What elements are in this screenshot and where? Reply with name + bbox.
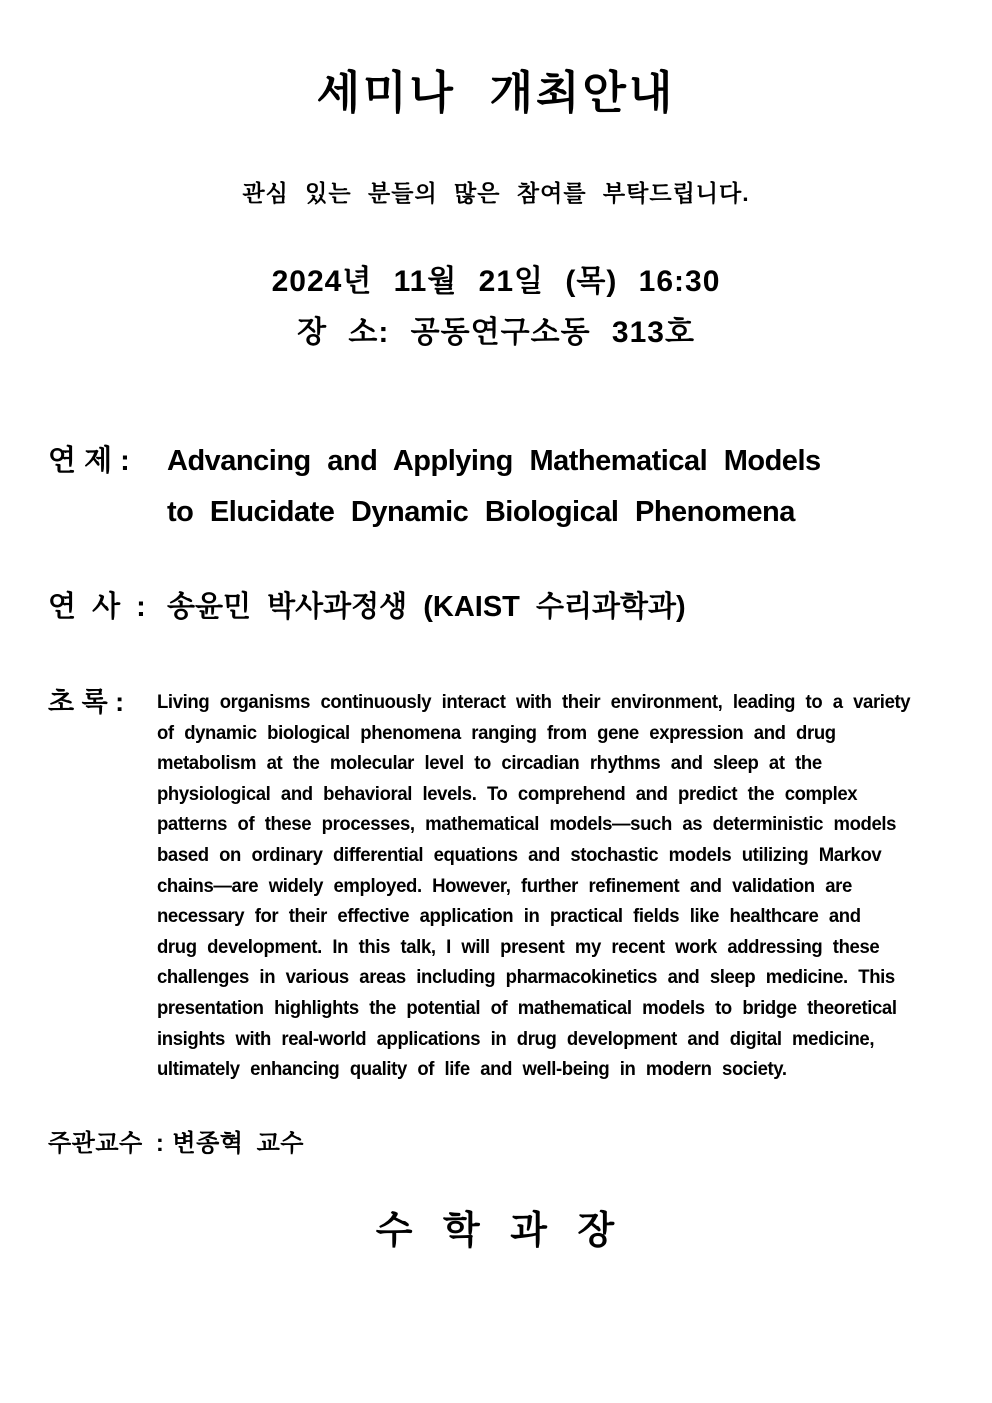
- department-signature: 수 학 과 장: [375, 1209, 617, 1252]
- document-title: 세미나 개최안내: [316, 67, 676, 118]
- speaker-label: 연 사 :: [48, 591, 146, 624]
- abstract-line: insights with real-world applications in drug development and digital medicine,: [157, 1027, 875, 1050]
- abstract-section: [48, 687, 944, 1085]
- seminar-location: 장 소: 공동연구소동 313호: [297, 315, 695, 349]
- abstract-line: chains—are widely employed. However, further refinement and validation are: [157, 874, 852, 897]
- abstract-line: patterns of these processes, mathematical models—such as deterministic models: [157, 813, 897, 836]
- advisor-line: [48, 1130, 944, 1159]
- abstract-line: Living organisms continuously interact with their environment, leading to a variety: [157, 690, 911, 713]
- abstract-line: based on ordinary differential equations and stochastic models utilizing Markov: [157, 843, 882, 866]
- talk-title-row: [48, 444, 944, 479]
- abstract-line: necessary for their effective application in practical fields like healthcare and: [157, 905, 861, 928]
- seminar-datetime: 2024년 11월 21일 (목) 16:30: [271, 264, 721, 298]
- talk-title-text-line1: Advancing and Applying Mathematical Models: [167, 444, 821, 477]
- talk-title-section: [48, 444, 944, 531]
- abstract-line: metabolism at the molecular level to circadian rhythms and sleep at the: [157, 752, 822, 775]
- abstract-line: ultimately enhancing quality of life and well-being in modern society.: [157, 1058, 787, 1081]
- advisor-name: 변종혁 교수: [172, 1129, 304, 1157]
- invitation-line: 관심 있는 분들의 많은 참여를 부탁드립니다.: [242, 180, 750, 206]
- talk-title-text-line2: to Elucidate Dynamic Biological Phenomena: [167, 496, 795, 529]
- abstract-line: drug development. In this talk, I will present my recent work addressing these: [157, 935, 880, 958]
- speaker-name: 송윤민 박사과정생 (KAIST 수리과학과): [167, 591, 686, 624]
- advisor-label: 주관교수 :: [48, 1129, 165, 1157]
- abstract-line: physiological and behavioral levels. To comprehend and predict the complex: [157, 782, 858, 805]
- abstract-line: challenges in various areas including pharmacokinetics and sleep medicine. This: [157, 966, 895, 989]
- speaker-section: [48, 590, 944, 625]
- abstract-text: [157, 687, 910, 1085]
- abstract-line: presentation highlights the potential of mathematical models to bridge theoretical: [157, 996, 897, 1019]
- abstract-line: of dynamic biological phenomena ranging from gene expression and drug: [157, 721, 836, 744]
- abstract-label: 초 록 :: [48, 686, 125, 717]
- talk-title-label: 연 제 :: [48, 444, 130, 477]
